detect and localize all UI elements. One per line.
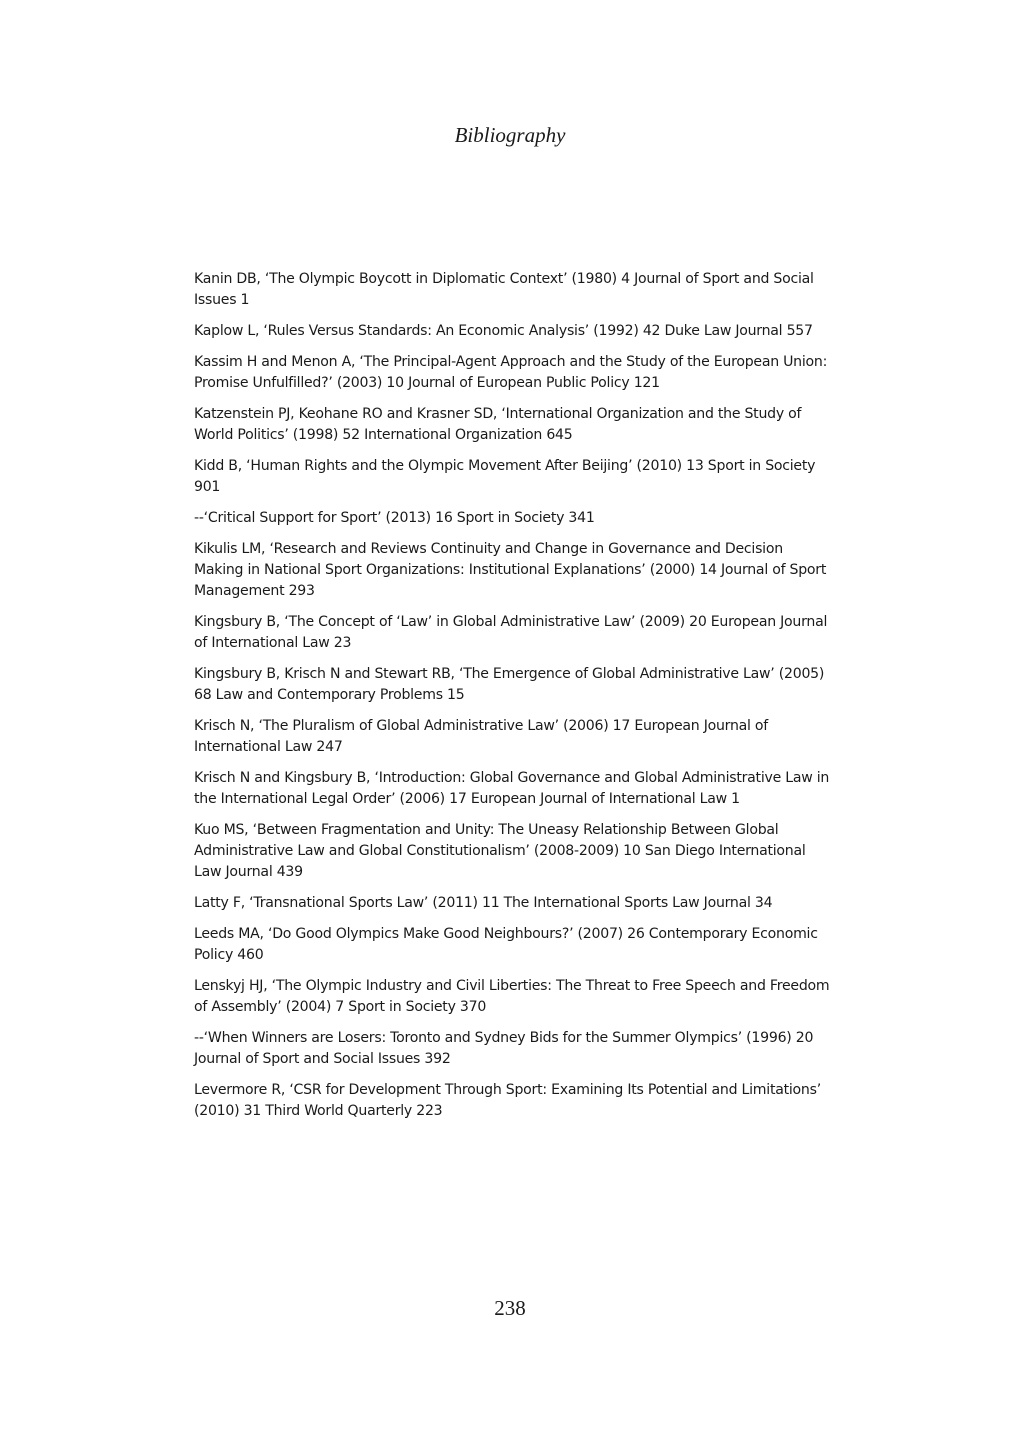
bibliography-entry: Latty F, ‘Transnational Sports Law’ (2011) 11 The International Sports Law Journal 34 bbox=[194, 895, 773, 911]
bibliography-entry: Krisch N and Kingsbury B, ‘Introduction: Global Governance and Global Administrative Law in the International Legal Order’ (2006) 17 European Journal of International Law 1 bbox=[194, 770, 830, 807]
bibliography-list bbox=[194, 269, 834, 1132]
bibliography-entry: --‘When Winners are Losers: Toronto and Sydney Bids for the Summer Olympics’ (1996) 20 Journal of Sport and Social Issues 392 bbox=[194, 1030, 814, 1067]
bibliography-entry: Katzenstein PJ, Keohane RO and Krasner SD, ‘International Organization and the Study of World Politics’ (1998) 52 International Organization 645 bbox=[194, 406, 802, 443]
bibliography-entry: Kuo MS, ‘Between Fragmentation and Unity: The Uneasy Relationship Between Global Administrative Law and Global Constitutionalism’ (2008-2009) 10 San Diego International Law Journal 439 bbox=[194, 822, 806, 880]
bibliography-entry: Kassim H and Menon A, ‘The Principal-Agent Approach and the Study of the European Union: Promise Unfulfilled?’ (2003) 10 Journal of European Public Policy 121 bbox=[194, 354, 828, 391]
bibliography-entry: Levermore R, ‘CSR for Development Through Sport: Examining Its Potential and Limitations’ (2010) 31 Third World Quarterly 223 bbox=[194, 1082, 821, 1119]
bibliography-entry: Kingsbury B, ‘The Concept of ‘Law’ in Global Administrative Law’ (2009) 20 European Journal of International Law 23 bbox=[194, 614, 828, 651]
bibliography-entry: Kingsbury B, Krisch N and Stewart RB, ‘The Emergence of Global Administrative Law’ (2005) 68 Law and Contemporary Problems 15 bbox=[194, 666, 825, 703]
bibliography-entry: Kanin DB, ‘The Olympic Boycott in Diplomatic Context’ (1980) 4 Journal of Sport and Social Issues 1 bbox=[194, 271, 814, 308]
running-header: Bibliography bbox=[454, 123, 566, 147]
bibliography-entry: Kikulis LM, ‘Research and Reviews Continuity and Change in Governance and Decision Making in National Sport Organizations: Institutional Explanations’ (2000) 14 Journal of Sport Management 293 bbox=[194, 541, 827, 599]
bibliography-entry: Leeds MA, ‘Do Good Olympics Make Good Neighbours?’ (2007) 26 Contemporary Economic Policy 460 bbox=[194, 926, 818, 963]
bibliography-entry: Kidd B, ‘Human Rights and the Olympic Movement After Beijing’ (2010) 13 Sport in Society 901 bbox=[194, 458, 816, 495]
page-number: 238 bbox=[494, 1296, 526, 1320]
bibliography-entry: Kaplow L, ‘Rules Versus Standards: An Economic Analysis’ (1992) 42 Duke Law Journal 557 bbox=[194, 323, 813, 339]
bibliography-entry: --‘Critical Support for Sport’ (2013) 16 Sport in Society 341 bbox=[194, 510, 595, 526]
bibliography-entry: Krisch N, ‘The Pluralism of Global Administrative Law’ (2006) 17 European Journal of International Law 247 bbox=[194, 718, 769, 755]
bibliography-entry: Lenskyj HJ, ‘The Olympic Industry and Civil Liberties: The Threat to Free Speech and Freedom of Assembly’ (2004) 7 Sport in Society 370 bbox=[194, 978, 830, 1015]
